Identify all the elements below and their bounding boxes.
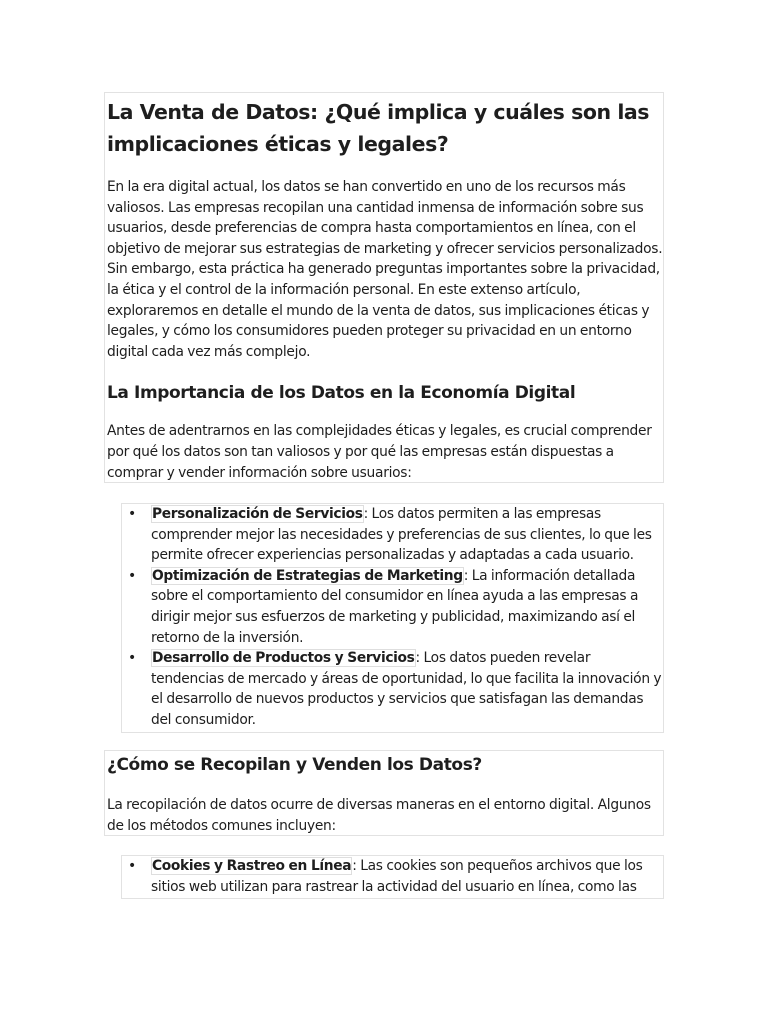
list-item-term: Cookies y Rastreo en Línea xyxy=(152,858,352,874)
intro-section xyxy=(104,92,664,483)
list-item-term: Optimización de Estrategias de Marketing xyxy=(152,567,463,584)
list-item-text: : La información detallada sobre el comportamiento del consumidor en línea ayuda a las empresas a dirigir mejor sus esfuerzos de marketing y publicidad, maximizando así el retorno de la inversión. xyxy=(151,567,639,646)
list-item-term: Personalización de Servicios xyxy=(152,506,363,522)
section1-paragraph: Antes de adentrarnos en las complejidades éticas y legales, es crucial comprender por qué los datos son tan valiosos y por qué las empresas están dispuestas a comprar y vender información sobre usuarios: xyxy=(107,423,652,481)
list-item xyxy=(122,566,663,648)
list-item-text: : Los datos pueden revelar tendencias de mercado y áreas de oportunidad, lo que facilita la innovación y el desarrollo de nuevos productos y servicios que satisfagan las demandas del consumidor. xyxy=(151,650,662,728)
bullet-icon: • xyxy=(128,858,136,874)
section1-list xyxy=(121,503,664,733)
bullet-icon: • xyxy=(128,567,136,584)
list-item-term: Desarrollo de Productos y Servicios xyxy=(152,650,415,667)
section2 xyxy=(104,750,664,836)
list-item xyxy=(122,856,663,897)
bullet-icon: • xyxy=(128,506,136,522)
bullet-icon: • xyxy=(128,650,136,667)
list-item-text: : Las cookies son pequeños archivos que los sitios web utilizan para rastrear la actividad del usuario en línea, como las xyxy=(151,858,643,895)
article-title: La Venta de Datos: ¿Qué implica y cuáles son las implicaciones éticas y legales? xyxy=(107,100,650,156)
section2-heading: ¿Cómo se Recopilan y Venden los Datos? xyxy=(107,755,482,775)
intro-paragraph: En la era digital actual, los datos se han convertido en uno de los recursos más valiosos. Las empresas recopilan una cantidad inmensa de información sobre sus usuarios, desde preferencias de compra hasta comportamientos en línea, con el objetivo de mejorar sus estrategias de marketing y ofrecer servicios personalizados. Sin embargo, esta práctica ha generado preguntas importantes sobre la privacidad, la ética y el control de la información personal. En este extenso artículo, exploraremos en detalle el mundo de la venta de datos, sus implicaciones éticas y legales, y cómo los consumidores pueden proteger su privacidad en un entorno digital cada vez más complejo. xyxy=(107,179,663,360)
list-item-text: : Los datos permiten a las empresas comprender mejor las necesidades y preferencias de sus clientes, lo que les permite ofrecer experiencias personalizadas y adaptadas a cada usuario. xyxy=(151,506,652,564)
list-item xyxy=(122,504,663,566)
section1-heading: La Importancia de los Datos en la Economía Digital xyxy=(107,383,576,404)
section2-list xyxy=(121,855,664,899)
section2-paragraph: La recopilación de datos ocurre de diversas maneras en el entorno digital. Algunos de los métodos comunes incluyen: xyxy=(107,797,651,834)
list-item xyxy=(122,648,663,730)
